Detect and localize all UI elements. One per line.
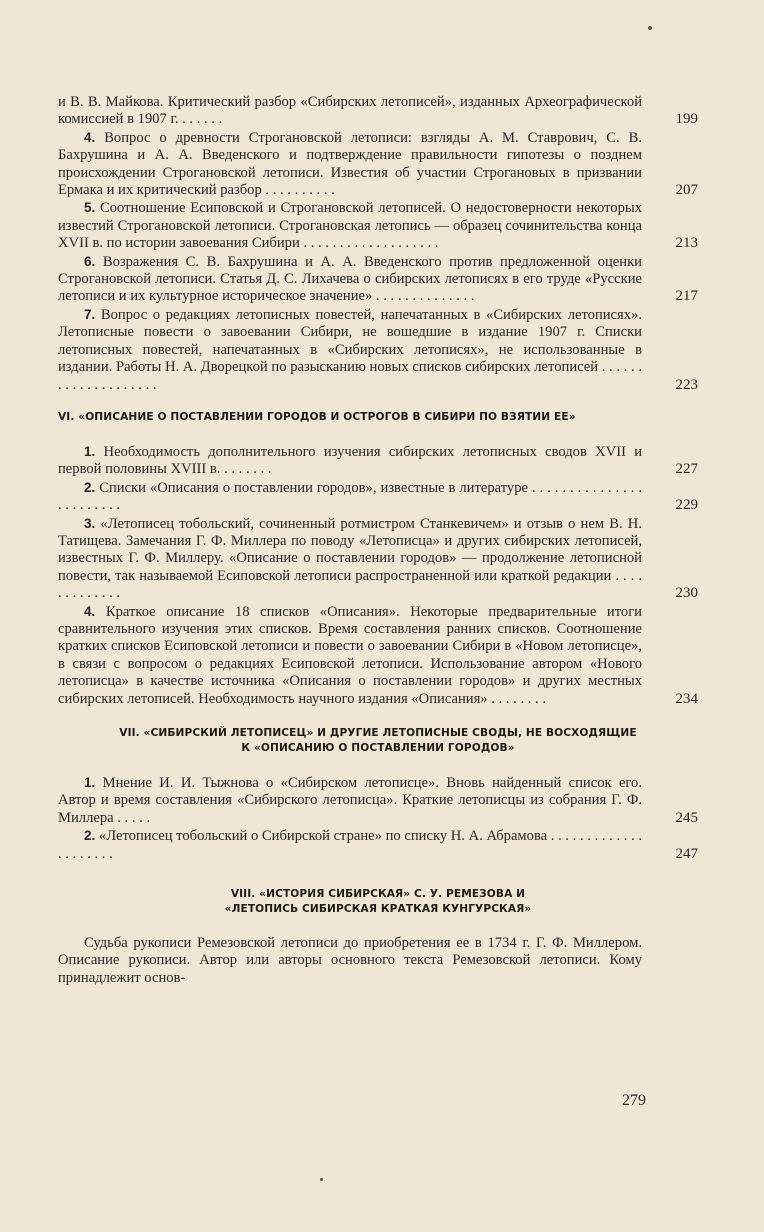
heading-line: VII. «СИБИРСКИЙ ЛЕТОПИСЕЦ» И ДРУГИЕ ЛЕТОПИСНЫЕ СВОДЫ, НЕ ВОСХОДЯЩИЕ [119,727,637,739]
entry-text: Соотношение Есиповской и Строгановской летописей. О недостоверности некоторых известий Строгановской летописи. Строгановская летопись — образец сочинительства конца XVII в. по истории завоевания Сибири . . . . . . . . . . . . . . . . . . . [58,200,642,252]
page-ref: 230 [675,585,698,602]
entry-number: 1. [84,443,96,459]
page-ref: 199 [675,111,698,128]
entry-number: 2. [84,828,96,844]
entry-text: «Летописец тобольский о Сибирской стране» по списку Н. А. Абрамова . . . . . . . . . . . . . . . . . . . . . [58,828,643,862]
toc-entry [58,603,698,708]
section-heading-viii [58,887,698,917]
section-paragraph: Судьба рукописи Ремезовской летописи до приобретения ее в 1734 г. Г. Ф. Миллером. Описание рукописи. Автор или авторы основного текста Ремезовской летописи. Кому принадлежит основ- [58,935,642,986]
toc-entry [58,129,698,200]
entry-text: «Летописец тобольский, сочиненный ротмистром Станкевичем» и отзыв о нем В. Н. Татищева. Замечания Г. Ф. Миллера по поводу «Летописца» и других сибирских летописей, известных Г. Ф. Миллеру. «Описание о поставлении городов» — продолжение летописной повести, так называемой Есиповской летописи распространенной или краткой редакции . . . . . . . . . . . . . [58,515,642,602]
entry-number: 7. [84,306,96,322]
toc-entry [58,94,698,129]
heading-line: «ЛЕТОПИСЬ СИБИРСКАЯ КРАТКАЯ КУНГУРСКАЯ» [224,903,532,916]
entry-number: 2. [84,479,96,495]
entry-text: Краткое описание 18 списков «Описания». Некоторые предварительные итоги сравнительного изучения этих списков. Время составления ранних списков. Соотношение кратких списков Есиповской летописи и повести о завоевании Сибири в «Новом летописце», в связи с вопросом о редакциях Есиповской летописи. Использование автором «Нового летописца» в качестве источника «Описания о поставлении городов» и других местных сибирских летописей. Необходимость научного издания «Описания» . . . . . . . . [58,603,642,707]
page-ref: 229 [675,497,698,514]
entry-number: 4. [84,603,96,619]
toc-entry [58,479,698,515]
toc-entry [58,827,698,863]
page-ref: 217 [675,288,698,305]
page-ref: 223 [675,376,698,393]
toc-page [58,94,698,987]
paper-speck [320,1178,323,1181]
toc-entry [58,199,698,252]
page-ref: 247 [675,845,698,862]
entry-number: 3. [84,515,96,531]
toc-entry [58,306,698,394]
heading-line: VIII. «ИСТОРИЯ СИБИРСКАЯ» С. У. РЕМЕЗОВА И [230,888,526,901]
toc-entry [58,515,698,603]
heading-line: К «ОПИСАНИЮ О ПОСТАВЛЕНИИ ГОРОДОВ» [241,742,515,754]
page-number: 279 [622,1092,646,1109]
toc-entry [58,774,698,827]
section-heading-vii [58,726,698,756]
entry-number: 6. [84,253,96,269]
page-ref: 207 [675,182,698,199]
entry-text: Мнение И. И. Тыжнова о «Сибирском летописце». Вновь найденный список его. Автор и время составления «Сибирского летописца». Краткие летописцы из собрания Г. Ф. Миллера . . . . . [58,775,642,826]
entry-text: Возражения С. В. Бахрушина и А. А. Введенского против предложенной оценки Строгановской летописи. Статья Д. С. Лихачева о сибирских летописях в его труде «Русские летописи и их культурное историческое значение» . . . . . . . . . . . . . . [58,253,642,305]
entry-text: Вопрос о редакциях летописных повестей, напечатанных в «Сибирских летописях». Летописные повести о завоевании Сибири, не вошедшие в издание 1907 г. Списки летописных повестей, напечатанных в «Сибирских летописях», не использованные в издании. Работы Н. А. Дворецкой по разысканию новых списков сибирских летописей . . . . . . . . . . . . . . . . . . . . [58,306,642,393]
page-ref: 227 [675,461,698,478]
section-heading-vi: VI. «ОПИСАНИЕ О ПОСТАВЛЕНИИ ГОРОДОВ И ОСТРОГОВ В СИБИРИ ПО ВЗЯТИИ ЕЕ» [58,410,576,423]
entry-text: Списки «Описания о поставлении городов», известные в литературе . . . . . . . . . . . . . . . . . . . . . . . . [58,479,642,514]
paper-speck [648,26,652,30]
entry-text: и В. В. Майкова. Критический разбор «Сибирских летописей», изданных Археографической комиссией в 1907 г. . . . . . . [58,94,642,128]
entry-text: Вопрос о древности Строгановской летописи: взгляды А. М. Ставрович, С. В. Бахрушина и А. А. Введенского и подтверждение правильности гипотезы о позднем происхождении Строгановской летописи. Известия об участии Строгановых в призвании Ермака и их критический разбор . . . . . . . . . . [58,129,642,199]
entry-text: Необходимость дополнительного изучения сибирских летописных сводов XVII и первой половины XVIII в. . . . . . . . [58,443,642,478]
entry-number: 1. [84,775,96,790]
entry-number: 4. [84,129,96,145]
page-ref: 234 [675,690,698,707]
toc-entry [58,253,698,306]
page-ref: 245 [675,809,698,826]
page-ref: 213 [675,235,698,252]
toc-entry [58,443,698,479]
entry-number: 5. [84,200,96,216]
